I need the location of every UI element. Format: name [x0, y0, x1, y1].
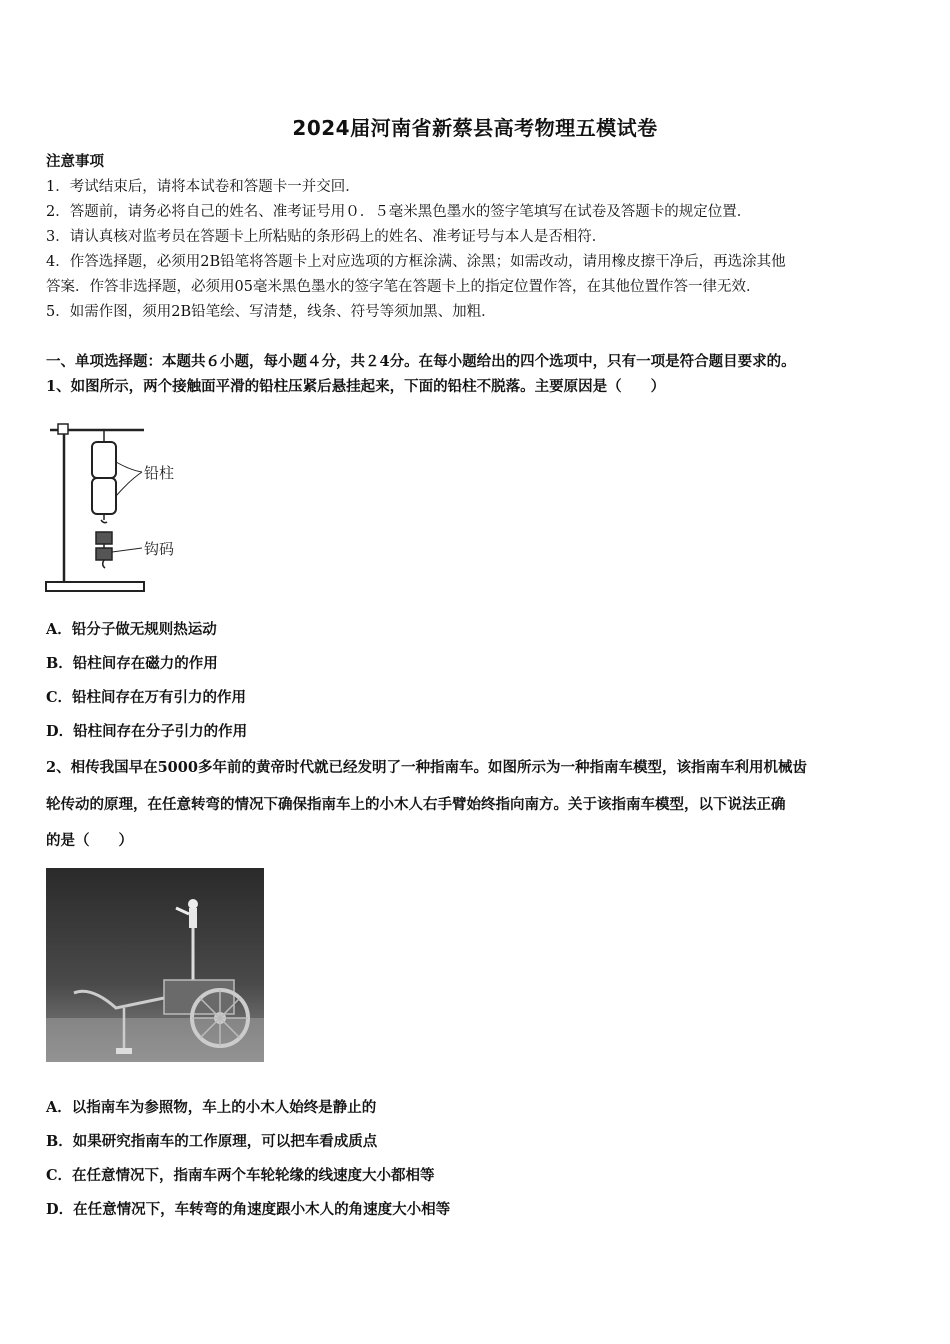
notice-item: 1．考试结束后，请将本试卷和答题卡一并交回． [46, 179, 360, 195]
q2-option-d: D．在任意情况下，车转弯的角速度跟小木人的角速度大小相等 [46, 1201, 451, 1218]
notice-heading: 注意事项 [46, 153, 104, 170]
notice-item: 答案．作答非选择题，必须用05毫米黑色墨水的签字笔在答题卡上的指定位置作答，在其他位置作答一律无效． [46, 279, 761, 295]
q1-option-b: B．铅柱间存在磁力的作用 [46, 655, 218, 672]
lead-cylinder-label: 铅柱 [144, 464, 175, 482]
question-2-stem: 的是（ ） [46, 832, 133, 849]
question-1-stem: 1、如图所示，两个接触面平滑的铅柱压紧后悬挂起来，下面的铅柱不脱落。主要原因是（ ） [46, 378, 666, 395]
question-2-stem: 2、相传我国早在5000多年前的黄帝时代就已经发明了一种指南车。如图所示为一种指南车模型，该指南车利用机械齿 [46, 759, 807, 776]
q1-option-a: A．铅分子做无规则热运动 [46, 621, 217, 638]
notice-item: 2．答题前，请务必将自己的姓名、准考证号用０．５毫米黑色墨水的签字笔填写在试卷及答题卡的规定位置． [46, 204, 752, 220]
page-title: 2024届河南省新蔡县高考物理五模试卷 [292, 116, 658, 140]
q1-option-d: D．铅柱间存在分子引力的作用 [46, 723, 248, 740]
hook-weight-label: 钩码 [144, 540, 175, 558]
q2-option-b: B．如果研究指南车的工作原理，可以把车看成质点 [46, 1133, 378, 1150]
q2-option-c: C．在任意情况下，指南车两个车轮轮缘的线速度大小都相等 [46, 1167, 435, 1184]
q2-option-a: A．以指南车为参照物，车上的小木人始终是静止的 [46, 1099, 377, 1116]
lead-cylinder-figure [44, 410, 204, 600]
notice-item: 4．作答选择题，必须用2B铅笔将答题卡上对应选项的方框涂满、涂黑；如需改动，请用橡皮擦干净后，再选涂其他 [46, 254, 786, 270]
notice-item: 5．如需作图，须用2B铅笔绘、写清楚，线条、符号等须加黑、加粗． [46, 304, 496, 320]
section-heading: 一、单项选择题：本题共６小题，每小题４分，共２4分。在每小题给出的四个选项中，只有一项是符合题目要求的。 [46, 353, 796, 370]
notice-item: 3．请认真核对监考员在答题卡上所粘贴的条形码上的姓名、准考证号与本人是否相符． [46, 229, 607, 245]
question-2-stem: 轮传动的原理，在任意转弯的情况下确保指南车上的小木人右手臂始终指向南方。关于该指南车模型，以下说法正确 [46, 796, 786, 813]
q1-option-c: C．铅柱间存在万有引力的作用 [46, 689, 247, 706]
south-pointing-chariot-photo [46, 868, 264, 1062]
